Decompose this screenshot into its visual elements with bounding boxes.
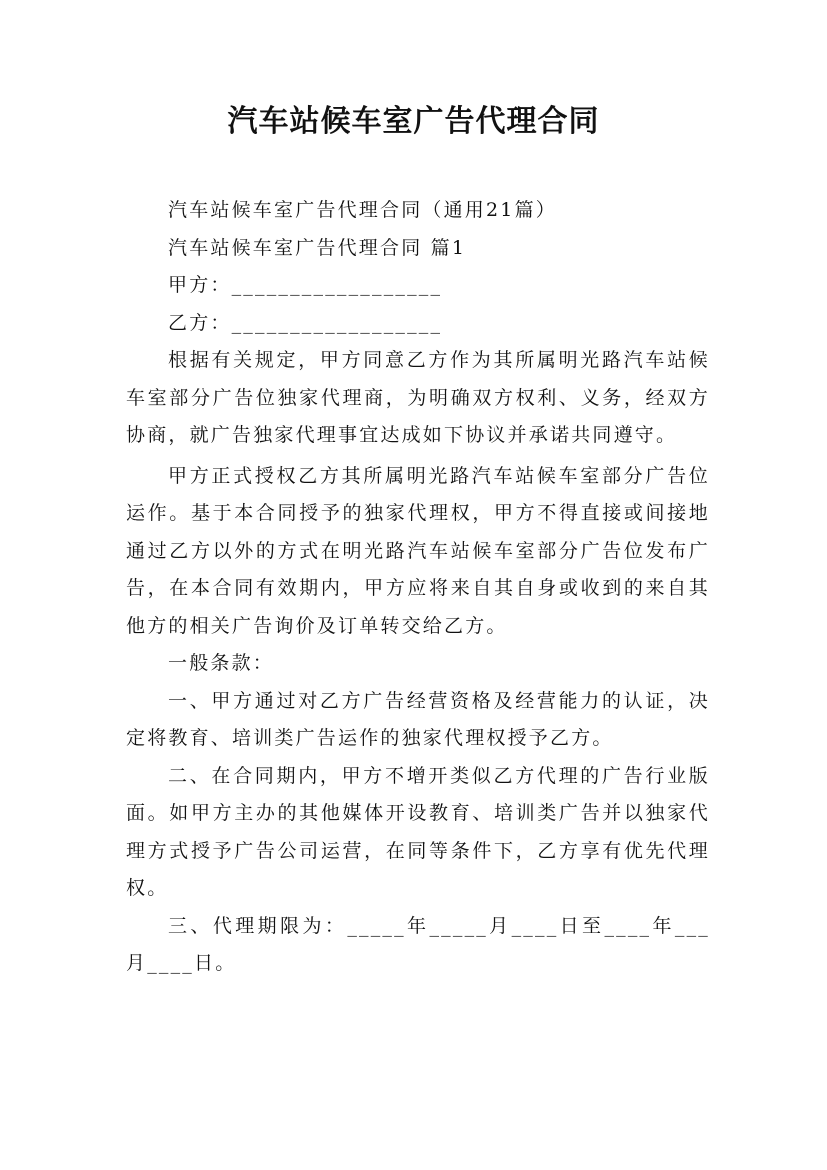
paragraph-subtitle: 汽车站候车室广告代理合同（通用21篇） [168,199,557,221]
party-a-line: 甲方：__________________ [168,274,443,296]
paragraph-section-heading: 汽车站候车室广告代理合同 篇1 [168,236,467,259]
paragraph-clause-3: 三、代理期限为：_____年_____月____日至____年___月____日。 [126,914,710,974]
party-b-line: 乙方：__________________ [168,311,443,334]
document-title: 汽车站候车室广告代理合同 [227,104,600,139]
paragraph-clause-1: 一、甲方通过对乙方广告经营资格及经营能力的认证，决定将教育、培训类广告运作的独家代理权授予乙方。 [126,689,710,749]
document-body [126,192,710,983]
paragraph-clause-2: 二、在合同期内，甲方不增开类似乙方代理的广告行业版面。如甲方主办的其他媒体开设教育、培训类广告并以独家代理方式授予广告公司运营，在同等条件下，乙方享有优先代理权。 [126,764,710,899]
paragraph-authorization: 甲方正式授权乙方其所属明光路汽车站候车室部分广告位运作。基于本合同授予的独家代理权，甲方不得直接或间接地通过乙方以外的方式在明光路汽车站候车室部分广告位发布广告，在本合同有效期内，甲方应将来自其自身或收到的来自其他方的相关广告询价及订单转交给乙方。 [126,464,710,637]
paragraph-preamble: 根据有关规定，甲方同意乙方作为其所属明光路汽车站候车室部分广告位独家代理商，为明确双方权利、义务，经双方协商，就广告独家代理事宜达成如下协议并承诺共同遵守。 [126,349,710,446]
paragraph-general-terms-heading: 一般条款： [168,652,275,674]
